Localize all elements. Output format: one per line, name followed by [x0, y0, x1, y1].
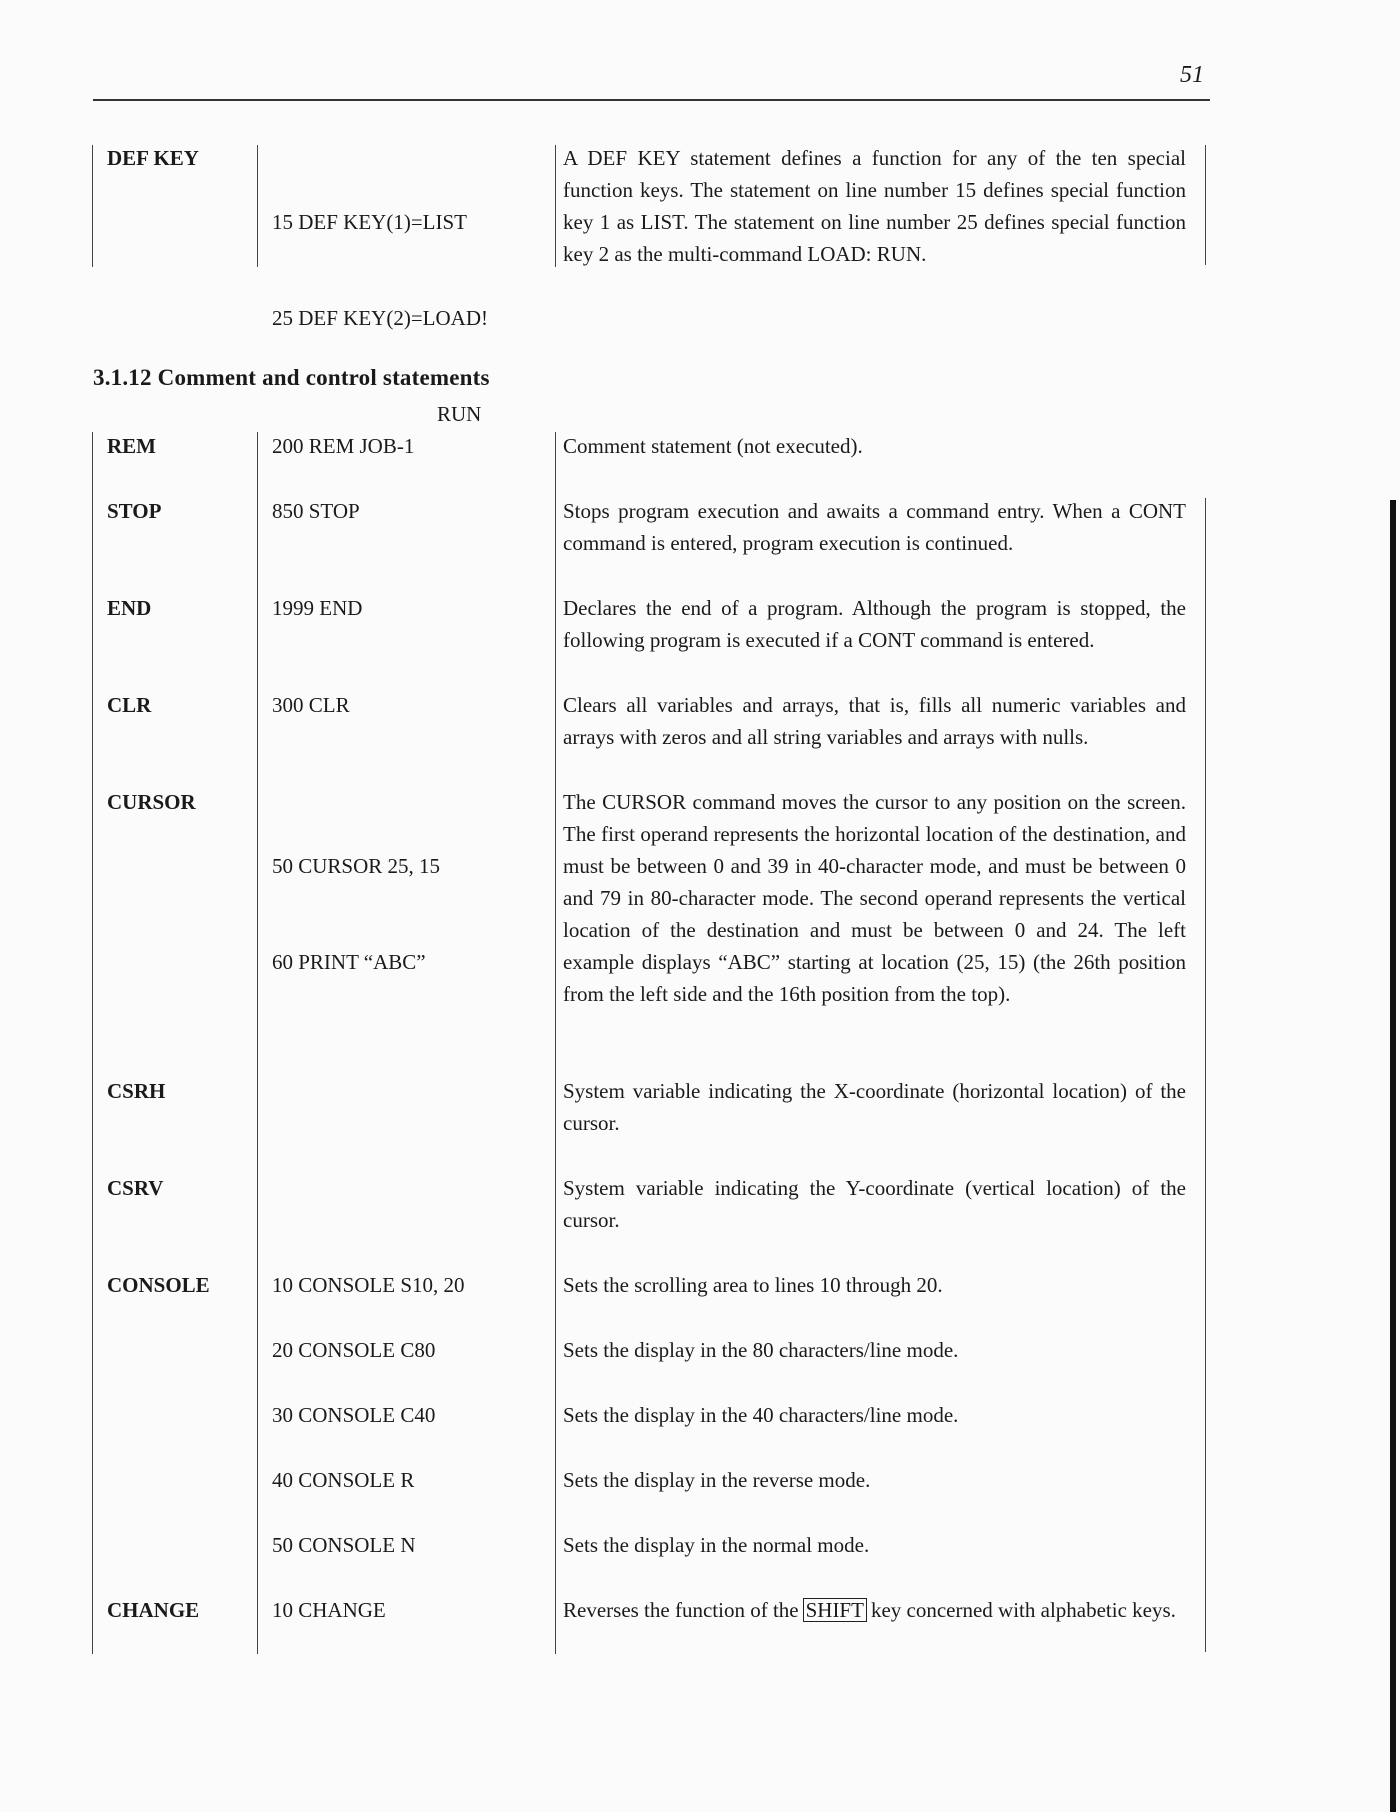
code-line: 25 DEF KEY(2)=LOAD! — [272, 306, 488, 330]
table-rule-left — [92, 145, 93, 267]
table-rule-right — [555, 145, 556, 267]
table-rule-right — [555, 432, 556, 1654]
def-key-code — [272, 142, 488, 462]
end-description: Declares the end of a program. Although the program is stopped, the following program is executed if a CONT command is entered. — [563, 596, 1186, 652]
header-rule — [93, 99, 1210, 101]
change-description-text: Reverses the function of the — [563, 1598, 799, 1622]
cursor-term: CURSOR — [107, 790, 196, 814]
table-rule-edge — [1205, 498, 1206, 1652]
console-code: 20 CONSOLE C80 — [272, 1338, 436, 1362]
change-description — [563, 1594, 1186, 1626]
rem-term: REM — [107, 434, 156, 458]
console-description: Sets the display in the 80 characters/line mode. — [563, 1338, 959, 1362]
page-number: 51 — [1180, 62, 1204, 88]
table-rule-middle — [257, 145, 258, 267]
rem-code: 200 REM JOB-1 — [272, 434, 415, 458]
rem-description: Comment statement (not executed). — [563, 434, 863, 458]
csrh-description: System variable indicating the X-coordinate (horizontal location) of the cursor. — [563, 1079, 1186, 1135]
console-term: CONSOLE — [107, 1273, 210, 1297]
console-code: 10 CONSOLE S10, 20 — [272, 1273, 465, 1297]
console-code: 40 CONSOLE R — [272, 1468, 415, 1492]
code-line: 50 CURSOR 25, 15 — [272, 854, 441, 878]
clr-description: Clears all variables and arrays, that is, fills all numeric variables and arrays with zeros and all string variables and arrays with nulls. — [563, 693, 1186, 749]
console-description: Sets the scrolling area to lines 10 through 20. — [563, 1273, 943, 1297]
code-line: RUN — [437, 402, 482, 426]
change-term: CHANGE — [107, 1598, 200, 1622]
shift-key-glyph: SHIFT — [803, 1598, 867, 1622]
code-line: 60 PRINT “ABC” — [272, 950, 426, 974]
stop-description: Stops program execution and awaits a command entry. When a CONT command is entered, program execution is continued. — [563, 499, 1186, 555]
clr-code: 300 CLR — [272, 693, 350, 717]
stop-code: 850 STOP — [272, 499, 360, 523]
def-key-term: DEF KEY — [107, 146, 199, 170]
end-code: 1999 END — [272, 596, 363, 620]
console-description: Sets the display in the reverse mode. — [563, 1468, 871, 1492]
csrv-term: CSRV — [107, 1176, 164, 1200]
console-code: 50 CONSOLE N — [272, 1533, 416, 1557]
change-description-text: key concerned with alphabetic keys. — [870, 1598, 1176, 1622]
console-description: Sets the display in the normal mode. — [563, 1533, 870, 1557]
code-line: 15 DEF KEY(1)=LIST — [272, 210, 467, 234]
clr-term: CLR — [107, 693, 152, 717]
table-rule-edge — [1205, 145, 1206, 265]
table-rule-middle — [257, 432, 258, 1654]
cursor-description: The CURSOR command moves the cursor to any position on the screen. The first operand represents the horizontal location of the destination, and must be between 0 and 39 in 40-character mode, and must be between 0 and 79 in 80-character mode. The second operand represents the vertical location of the destination and must be between 0 and 24. The left example displays “ABC” starting at location (25, 15) (the 26th position from the left side and the 16th position from the top). — [563, 790, 1186, 1006]
section-heading: 3.1.12 Comment and control statements — [93, 365, 490, 390]
console-description: Sets the display in the 40 characters/line mode. — [563, 1403, 959, 1427]
console-code: 30 CONSOLE C40 — [272, 1403, 436, 1427]
page-edge-shadow — [1390, 500, 1396, 1812]
csrh-term: CSRH — [107, 1079, 166, 1103]
table-rule-left — [92, 432, 93, 1654]
stop-term: STOP — [107, 499, 162, 523]
cursor-code — [272, 786, 440, 1010]
csrv-description: System variable indicating the Y-coordinate (vertical location) of the cursor. — [563, 1176, 1186, 1232]
change-code: 10 CHANGE — [272, 1598, 386, 1622]
def-key-description: A DEF KEY statement defines a function for any of the ten special function keys. The statement on line number 15 defines special function key 1 as LIST. The statement on line number 25 defines special function key 2 as the multi-command LOAD: RUN. — [563, 146, 1186, 266]
end-term: END — [107, 596, 152, 620]
